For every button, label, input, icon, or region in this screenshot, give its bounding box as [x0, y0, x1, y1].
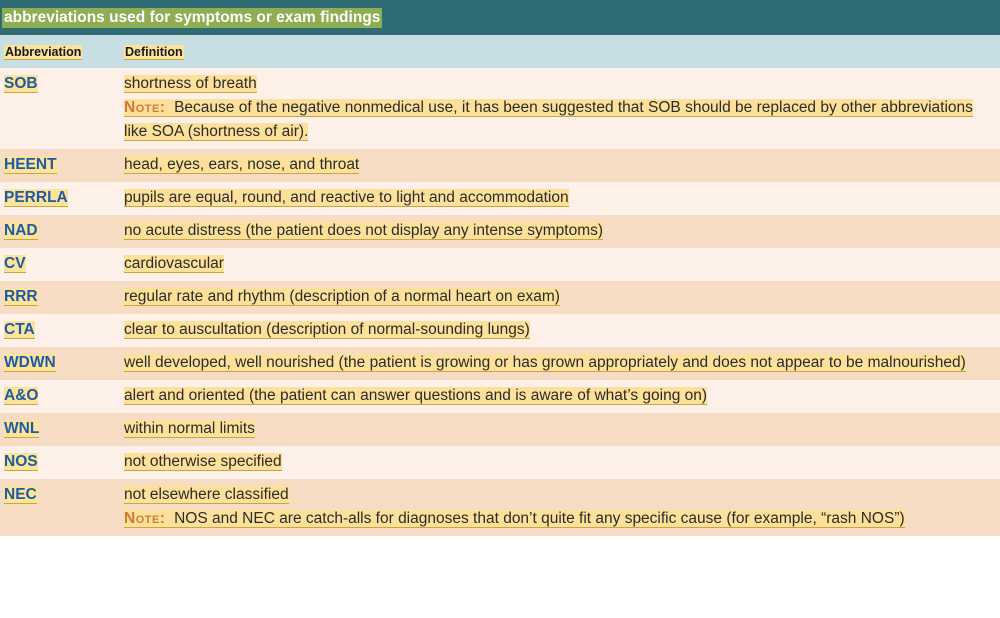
table-row — [0, 446, 1000, 479]
abbreviation-cell — [0, 314, 120, 347]
abbreviation-text: CV — [4, 255, 26, 272]
table-row — [0, 281, 1000, 314]
table-row — [0, 413, 1000, 446]
definition-cell — [120, 479, 1000, 536]
note-text: NOS and NEC are catch-alls for diagnoses that don’t quite fit any specific cause (for example, “rash NOS”) — [174, 510, 905, 527]
abbreviation-cell — [0, 149, 120, 182]
note-text: Because of the negative nonmedical use, it has been suggested that SOB should be replaced by other abbreviations like SOA (shortness of air). — [124, 99, 973, 140]
abbreviations-table — [0, 35, 1000, 536]
abbreviation-text: SOB — [4, 75, 38, 92]
abbreviation-cell — [0, 380, 120, 413]
definition-text: not elsewhere classified — [124, 486, 289, 503]
definition-text: cardiovascular — [124, 255, 224, 272]
definition-cell — [120, 446, 1000, 479]
abbreviation-text: WDWN — [4, 354, 56, 371]
abbreviation-text: RRR — [4, 288, 38, 305]
definition-text: not otherwise specified — [124, 453, 282, 470]
note-label: Note: — [124, 99, 166, 116]
table-row — [0, 149, 1000, 182]
abbreviation-text: A&O — [4, 387, 39, 404]
table-row — [0, 347, 1000, 380]
table-row — [0, 215, 1000, 248]
definition-note — [124, 507, 994, 531]
abbreviation-text: NAD — [4, 222, 38, 239]
abbreviation-cell — [0, 215, 120, 248]
abbreviation-cell — [0, 248, 120, 281]
definition-cell — [120, 314, 1000, 347]
table-caption — [0, 0, 1000, 35]
abbreviation-cell — [0, 413, 120, 446]
definition-text: no acute distress (the patient does not display any intense symptoms) — [124, 222, 604, 239]
header-abbreviation: Abbreviation — [5, 44, 82, 59]
header-definition: Definition — [125, 44, 183, 59]
table-header-row — [0, 35, 1000, 68]
table-row — [0, 380, 1000, 413]
table-row — [0, 68, 1000, 149]
abbreviation-text: NEC — [4, 486, 37, 503]
abbreviation-cell — [0, 182, 120, 215]
definition-cell — [120, 215, 1000, 248]
definition-text: shortness of breath — [124, 75, 257, 92]
definition-cell — [120, 182, 1000, 215]
definition-text: pupils are equal, round, and reactive to light and accommodation — [124, 189, 569, 206]
abbreviation-cell — [0, 446, 120, 479]
definition-text: alert and oriented (the patient can answer questions and is aware of what’s going on) — [124, 387, 708, 404]
definition-text: clear to auscultation (description of normal-sounding lungs) — [124, 321, 530, 338]
note-highlight — [124, 99, 973, 141]
abbreviation-cell — [0, 479, 120, 536]
table-row — [0, 182, 1000, 215]
definition-note — [124, 96, 994, 144]
definition-text: well developed, well nourished (the patient is growing or has grown appropriately and does not appear to be malnourished) — [124, 354, 966, 371]
definition-cell — [120, 380, 1000, 413]
definition-cell — [120, 149, 1000, 182]
caption-text: abbreviations used for symptoms or exam findings — [4, 8, 381, 26]
abbreviation-cell — [0, 347, 120, 380]
note-label: Note: — [124, 510, 166, 527]
definition-cell — [120, 68, 1000, 149]
table-row — [0, 314, 1000, 347]
definition-cell — [120, 248, 1000, 281]
abbreviation-cell — [0, 68, 120, 149]
table-row — [0, 248, 1000, 281]
abbreviation-text: PERRLA — [4, 189, 68, 206]
abbreviation-text: CTA — [4, 321, 35, 338]
definition-cell — [120, 281, 1000, 314]
definition-cell — [120, 347, 1000, 380]
definition-cell — [120, 413, 1000, 446]
definition-text: regular rate and rhythm (description of a normal heart on exam) — [124, 288, 560, 305]
table-row — [0, 479, 1000, 536]
abbreviation-cell — [0, 281, 120, 314]
note-highlight — [124, 510, 905, 528]
definition-text: within normal limits — [124, 420, 255, 437]
abbreviation-text: HEENT — [4, 156, 57, 173]
abbreviation-text: WNL — [4, 420, 40, 437]
definition-text: head, eyes, ears, nose, and throat — [124, 156, 360, 173]
abbreviation-text: NOS — [4, 453, 38, 470]
